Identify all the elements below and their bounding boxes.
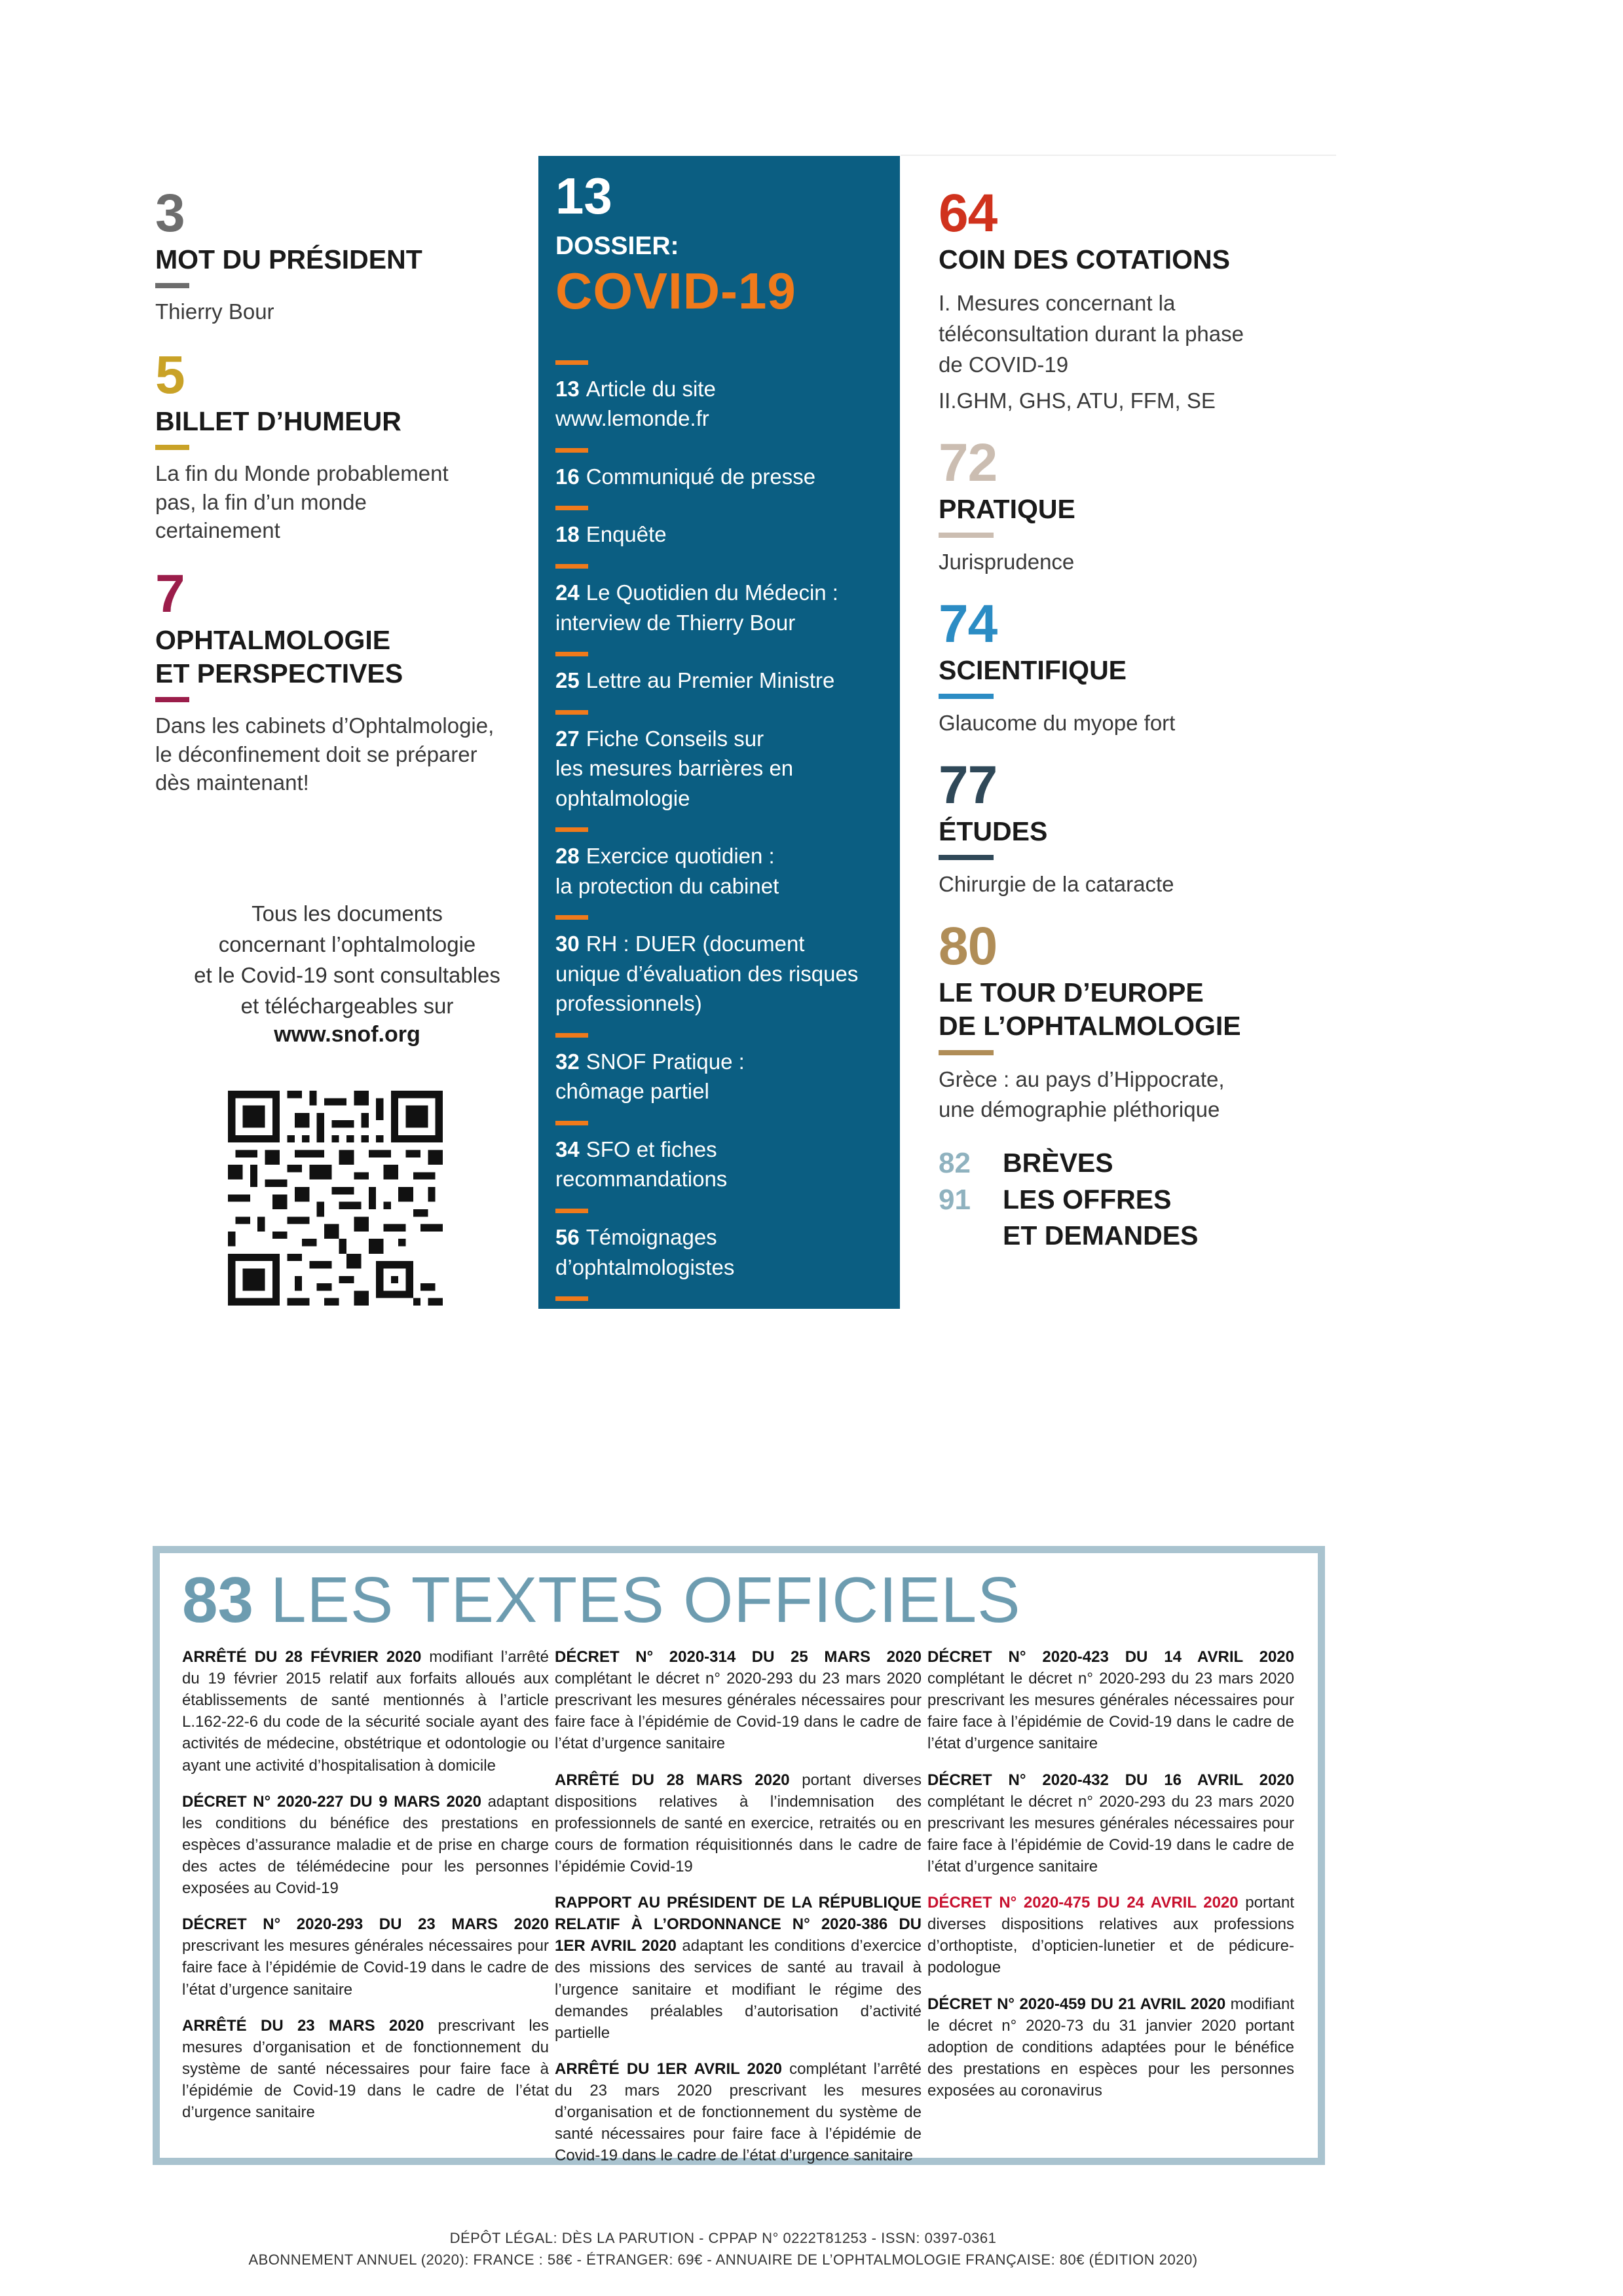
dossier-list: [555, 360, 883, 1370]
accent-bar: [555, 506, 588, 510]
accent-bar: [555, 1033, 588, 1038]
decree-title: ARRÊTÉ DU 1ER AVRIL 2020: [555, 2060, 782, 2078]
accent-bar: [155, 283, 189, 288]
decree-title: ARRÊTÉ DU 23 MARS 2020: [182, 2016, 424, 2035]
decree-title: RAPPORT AU PRÉSIDENT DE LA RÉPUBLIQUE RELATIF À L’ORDONNANCE N° 2020-386 DU 1ER AVRIL 2020: [555, 1894, 922, 1955]
textes-column-1: [182, 1646, 549, 2181]
section-title: ÉTUDES: [939, 816, 1048, 846]
section-title: LES OFFRES ET DEMANDES: [1003, 1184, 1199, 1251]
accent-bar: [555, 710, 588, 715]
decree-title-highlighted: DÉCRET N° 2020-475 DU 24 AVRIL 2020: [927, 1894, 1239, 1912]
item-page: 25: [555, 668, 580, 693]
accent-bar: [155, 445, 189, 450]
section-title: SCIENTIFIQUE: [939, 654, 1127, 685]
item-page: 62: [555, 1313, 580, 1338]
toc-entry-etudes[interactable]: [939, 755, 1358, 900]
accent-bar: [939, 1050, 994, 1055]
box-page-number: 83: [182, 1564, 254, 1636]
dossier-item[interactable]: [555, 360, 883, 434]
toc-entry-perspectives[interactable]: [155, 563, 522, 797]
section-subtitle: I. Mesures concernant la téléconsultation durant la phase de COVID-19: [939, 291, 1244, 377]
decree-body: complétant l’arrêté du 23 mars 2020 prescrivant les mesures d’organisation et de fonctionnement du système de santé nécessaires pour faire face à l’épidémie de Covid-19 dans le cadre de l’état d’urgence sanitaire: [555, 2060, 922, 2165]
textes-column-2: [555, 1646, 922, 2181]
dossier-item[interactable]: [555, 448, 883, 492]
page-number: 5: [155, 345, 185, 405]
small-toc-list: [939, 1145, 1358, 1254]
item-page: 24: [555, 580, 580, 605]
footer-line-1: DÉPÔT LÉGAL: DÈS LA PARUTION - CPPAP N° 0222T81253 - ISSN: 0397-0361: [449, 2230, 997, 2246]
decree-item[interactable]: [555, 2058, 922, 2167]
item-label: Exercice quotidien : la protection du cabinet: [555, 844, 779, 898]
page-number: 3: [155, 183, 185, 243]
footer-line-2: ABONNEMENT ANNUEL (2020): FRANCE : 58€ - ÉTRANGER: 69€ - ANNUAIRE DE L’OPHTALMOLOGIE FRANÇAISE: 80€ (ÉDITION 2020): [248, 2251, 1198, 2268]
item-page: 32: [555, 1049, 580, 1074]
dossier-item[interactable]: [555, 1121, 883, 1194]
decree-item[interactable]: [555, 1769, 922, 1878]
dossier-item[interactable]: [555, 1296, 883, 1370]
page-number: 82: [939, 1147, 971, 1180]
item-label: Témoignages d’ophtalmologistes: [555, 1224, 735, 1279]
dossier-item[interactable]: [555, 506, 883, 550]
toc-entry-president[interactable]: [155, 183, 522, 326]
decree-item[interactable]: [182, 2015, 549, 2124]
decree-title: DÉCRET N° 2020-423 DU 14 AVRIL 2020: [927, 1648, 1294, 1666]
item-page: 30: [555, 932, 580, 956]
website-link[interactable]: www.snof.org: [274, 1022, 420, 1047]
covid-dossier-panel: [538, 156, 900, 1367]
item-label: Lettre au Premier Ministre: [586, 668, 835, 693]
toc-entry-pratique[interactable]: [939, 432, 1358, 578]
box-title: LES TEXTES OFFICIELS: [270, 1564, 1021, 1636]
section-subtitle: La fin du Monde probablement pas, la fin d’un monde certainement: [155, 461, 449, 543]
item-label: Le Quotidien du Médecin : interview de Thierry Bour: [555, 580, 838, 635]
accent-bar: [155, 697, 189, 702]
item-label: RH : DUER (document unique d’évaluation des risques professionnels): [555, 932, 859, 1016]
item-label: Enquête: [586, 522, 667, 547]
decree-title: DÉCRET N° 2020-293 DU 23 MARS 2020: [182, 1915, 549, 1934]
accent-bar: [939, 694, 994, 699]
item-page: 18: [555, 522, 580, 547]
dossier-page-number: 13: [555, 167, 612, 225]
accent-bar: [555, 1121, 588, 1125]
dossier-item[interactable]: [555, 564, 883, 637]
decree-item[interactable]: [555, 1646, 922, 1755]
decree-item[interactable]: [927, 1892, 1294, 1978]
item-label: Communiqué de presse: [586, 464, 816, 489]
dossier-item[interactable]: [555, 1033, 883, 1106]
dossier-item[interactable]: [555, 1209, 883, 1282]
left-column: [155, 183, 522, 819]
section-subtitle: Dans les cabinets d’Ophtalmologie, le déconfinement doit se préparer dès maintenant!: [155, 713, 494, 795]
decree-item[interactable]: [182, 1646, 549, 1777]
top-divider: [901, 155, 1336, 156]
textes-column-3: [927, 1646, 1294, 2181]
section-subtitle-2: II.GHM, GHS, ATU, FFM, SE: [939, 388, 1216, 413]
decree-item[interactable]: [927, 1769, 1294, 1878]
accent-bar: [555, 1296, 588, 1301]
section-title: MOT DU PRÉSIDENT: [155, 244, 422, 274]
decree-body: portant diverses dispositions relatives à l’indemnisation des professionnels de santé en exercice, retraités ou en cours de formation réquisitionnés dans le cadre de l’épidémie Covid-19: [555, 1771, 922, 1875]
decree-title: DÉCRET N° 2020-227 DU 9 MARS 2020: [182, 1792, 481, 1811]
decree-body: portant diverses dispositions relatives aux professions d’orthoptiste, d’opticien-lunetier et de pédicure-podologue: [927, 1894, 1295, 1977]
item-page: 56: [555, 1224, 580, 1249]
page-number: 7: [155, 563, 185, 624]
toc-entry-breves[interactable]: [939, 1145, 1358, 1181]
section-subtitle: Glaucome du myope fort: [939, 711, 1176, 736]
page-number: 80: [939, 916, 998, 977]
section-subtitle: Chirurgie de la cataracte: [939, 872, 1174, 897]
decree-body: prescrivant les mesures générales nécessaires pour faire face à l’épidémie de Covid-19 dans le cadre de l’état d’urgence sanitaire: [182, 1937, 549, 1999]
decree-title: ARRÊTÉ DU 28 MARS 2020: [555, 1771, 790, 1789]
section-title: BRÈVES: [1003, 1148, 1113, 1178]
item-label: SNOF Pratique : chômage partiel: [555, 1049, 745, 1104]
dossier-item[interactable]: [555, 827, 883, 901]
toc-entry-offres[interactable]: [939, 1182, 1358, 1254]
decree-body: prescrivant les mesures d’organisation et de fonctionnement du système de santé nécessaires pour faire face à l’épidémie de Covid-19 dans le cadre de l’état d’urgence sanitaire: [182, 2016, 549, 2122]
item-page: 16: [555, 464, 580, 489]
section-title: OPHTALMOLOGIE ET PERSPECTIVES: [155, 624, 403, 688]
section-subtitle: Thierry Bour: [155, 299, 274, 324]
section-subtitle: Jurisprudence: [939, 549, 1075, 574]
decree-item[interactable]: [555, 1892, 922, 2044]
item-label: Les partenaires communiquent: [555, 1313, 736, 1367]
decree-body: complétant le décret n° 2020-293 du 23 mars 2020 prescrivant les mesures générales nécessaires pour faire face à l’épidémie de Covid-19 dans le cadre de l’état d’urgence sanitaire: [927, 1670, 1294, 1753]
accent-bar: [555, 564, 588, 569]
item-page: 28: [555, 844, 580, 869]
toc-entry-cotations[interactable]: [939, 183, 1358, 417]
accent-bar: [555, 448, 588, 453]
decree-title: DÉCRET N° 2020-432 DU 16 AVRIL 2020: [927, 1771, 1294, 1789]
textes-officiels-box: [153, 1546, 1325, 2165]
toc-entry-scientifique[interactable]: [939, 593, 1358, 739]
toc-entry-tour-europe[interactable]: [939, 916, 1358, 1125]
dossier-label: DOSSIER:: [555, 232, 679, 260]
accent-bar: [555, 1209, 588, 1213]
item-label: SFO et fiches recommandations: [555, 1137, 728, 1192]
decree-title: DÉCRET N° 2020-459 DU 21 AVRIL 2020: [927, 1995, 1226, 2013]
page-number: 64: [939, 183, 998, 243]
accent-bar: [555, 360, 588, 365]
item-page: 27: [555, 726, 580, 751]
page-number: 91: [939, 1183, 971, 1216]
section-title: BILLET D’HUMEUR: [155, 405, 401, 436]
section-title: COIN DES COTATIONS: [939, 244, 1230, 274]
accent-bar: [939, 533, 994, 538]
decree-item[interactable]: [927, 1993, 1294, 2102]
qr-code-icon[interactable]: [228, 1091, 443, 1306]
decree-item[interactable]: [182, 1791, 549, 1900]
decree-body: adaptant les conditions d’exercice des missions des services de santé au travail à l’urgence sanitaire et modifiant le régime des demandes préalables d’autorisation d’activité partielle: [555, 1937, 922, 2042]
toc-entry-humeur[interactable]: [155, 345, 522, 545]
decree-body: modifiant le décret n° 2020-73 du 31 janvier 2020 portant adoption de conditions adaptées pour le bénéfice des prestations en espèces pour les personnes exposées au coronavirus: [927, 1995, 1294, 2099]
decree-item[interactable]: [182, 1913, 549, 2000]
decree-body: complétant le décret n° 2020-293 du 23 mars 2020 prescrivant les mesures générales nécessaires pour faire face à l’épidémie de Covid-19 dans le cadre de l’état d’urgence sanitaire: [927, 1792, 1294, 1875]
section-subtitle: Grèce : au pays d’Hippocrate, une démographie pléthorique: [939, 1066, 1225, 1122]
decree-title: DÉCRET N° 2020-314 DU 25 MARS 2020: [555, 1648, 922, 1666]
page-number: 77: [939, 755, 998, 815]
dossier-item[interactable]: [555, 710, 883, 814]
dossier-title: COVID-19: [555, 262, 796, 320]
decree-body: complétant le décret n° 2020-293 du 23 mars 2020 prescrivant les mesures générales nécessaires pour faire face à l’épidémie de Covid-19 dans le cadre de l’état d’urgence sanitaire: [555, 1670, 922, 1753]
page-number: 72: [939, 432, 998, 493]
page-number: 74: [939, 593, 998, 654]
accent-bar: [555, 652, 588, 656]
accent-bar: [555, 827, 588, 832]
legal-footer: [0, 2227, 1446, 2270]
accent-bar: [555, 915, 588, 920]
section-title: LE TOUR D’EUROPE DE L’OPHTALMOLOGIE: [939, 977, 1241, 1042]
right-column: [939, 183, 1358, 1254]
accent-bar: [939, 855, 994, 860]
item-page: 34: [555, 1137, 580, 1161]
section-title: PRATIQUE: [939, 493, 1075, 524]
dossier-item[interactable]: [555, 915, 883, 1019]
item-page: 13: [555, 376, 580, 401]
dossier-item[interactable]: [555, 652, 883, 696]
item-label: Fiche Conseils sur les mesures barrières en ophtalmologie: [555, 726, 794, 810]
item-label: Article du site www.lemonde.fr: [555, 376, 716, 431]
decree-body: modifiant l’arrêté du 19 février 2015 relatif aux forfaits alloués aux établissements de santé mentionnés à l’article L.162-22-6 du code de la sécurité sociale ayant des activités de médecine, obstétrique et odontologie ou ayant une activité d’hospitalisation à domicile: [182, 1648, 550, 1775]
decree-title: ARRÊTÉ DU 28 FÉVRIER 2020: [182, 1648, 422, 1666]
decree-body: adaptant les conditions du bénéfice des prestations en espèces d’assurance maladie et de prise en charge des actes de télémédecine pour les personnes exposées au Covid-19: [182, 1792, 549, 1898]
decree-item[interactable]: [927, 1646, 1294, 1755]
documents-info-text: Tous les documents concernant l’ophtalmologie et le Covid-19 sont consultables et téléchargeables sur: [194, 901, 500, 1018]
